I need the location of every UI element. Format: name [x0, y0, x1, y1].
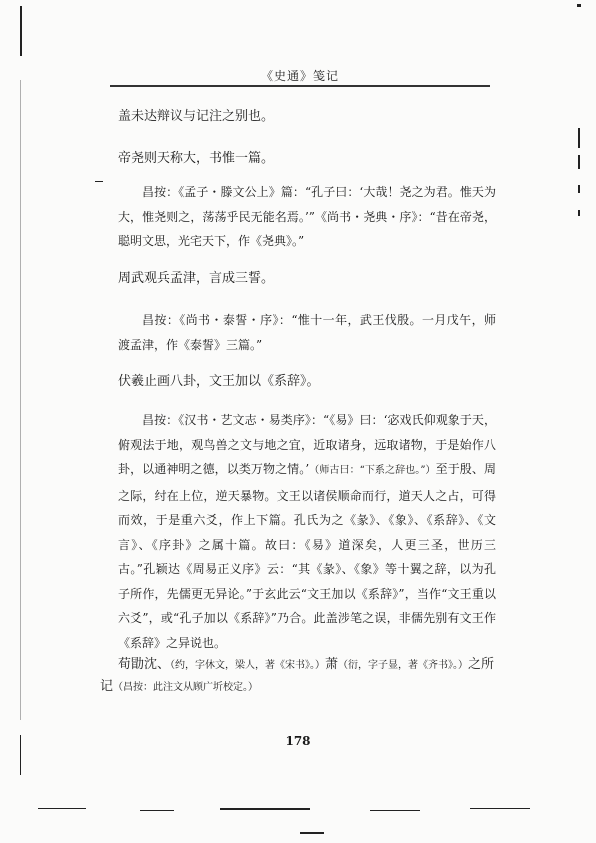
- scan-edge-mark: [20, 6, 22, 56]
- scan-edge-mark: [140, 810, 174, 811]
- commentary-text: 昌按：《汉书・艺文志・易类序》：“《易》曰：‘宓戏氏仰观象于天，俯观法于地，观鸟兽之文与地之宜，近取诸身，远取诸物，于是始作八卦，以通神明之德，以类万物之情。’: [118, 413, 496, 476]
- inline-note: （师古曰：“下系之辞也。”）: [309, 465, 436, 476]
- page-number: 178: [285, 734, 311, 748]
- commentary-text: 至于殷、周之际，纣在上位，逆天暴物。文王以诸侯顺命而行，道天人之占，可得而效，于是重六爻，作上下篇。孔氏为之《彖》、《象》、《系辞》、《文言》、《序卦》之属十篇。故曰：《易》道深矣，人更三圣，世历三古。”孔颖达《周易正义序》云：“其《彖》、《象》等十翼之辞，以为孔子所作，先儒更无异论。”于玄此云“文王加以《系辞》”，当作“文王重以六爻”，或“孔子加以《系辞》”乃合。此盖涉笔之误，非儒先别有文王作《系辞》之异说也。: [118, 462, 496, 650]
- scan-edge-mark: [578, 155, 580, 169]
- text-paragraph: 帝尧则天称大，书惟一篇。: [118, 151, 275, 166]
- scan-edge-mark: [20, 80, 21, 720]
- main-text: 荀勖沈、: [118, 657, 171, 672]
- main-text: 萧: [325, 657, 339, 672]
- scan-edge-mark: [470, 808, 530, 809]
- commentary-paragraph: [118, 408, 496, 655]
- inline-note: （约，字休文，梁人，著《宋书》。）: [170, 660, 326, 671]
- scan-edge-mark: [578, 128, 580, 148]
- scan-edge-mark: [300, 832, 324, 834]
- scan-edge-mark: [577, 4, 581, 7]
- scan-edge-mark: [370, 810, 420, 811]
- main-text: 之所记: [100, 657, 495, 694]
- commentary-paragraph: 昌按：《孟子・滕文公上》篇：“孔子曰：‘大哉！尧之为君。惟天为大，惟尧则之，荡荡乎民无能名焉。’”《尚书・尧典・序》：“昔在帝尧，聪明文思，光宅天下，作《尧典》。”: [118, 185, 496, 248]
- commentary-paragraph: 昌按：《尚书・泰誓・序》：“惟十一年，武王伐殷。一月戊午，师渡孟津，作《泰誓》三篇。”: [118, 313, 496, 352]
- running-header: 《史通》笺记: [260, 69, 339, 83]
- scan-edge-mark: [38, 808, 86, 809]
- text-paragraph: 周武观兵孟津，言成三誓。: [118, 271, 275, 286]
- scan-edge-mark: [578, 210, 580, 216]
- scan-edge-mark: [578, 185, 580, 193]
- text-paragraph: 伏羲止画八卦，文王加以《系辞》。: [118, 374, 320, 389]
- inline-note: （昌按：此注文从顾广圻校定。）: [113, 682, 259, 693]
- scan-edge-mark: [20, 735, 21, 775]
- scan-edge-mark: [220, 808, 310, 810]
- inline-note: （衍，字子显，著《齐书》。）: [338, 660, 469, 671]
- text-paragraph: [100, 654, 498, 698]
- header-rule: [110, 85, 490, 87]
- text-paragraph: 盖未达辩议与记注之别也。: [118, 109, 275, 124]
- scan-edge-mark: [95, 181, 103, 182]
